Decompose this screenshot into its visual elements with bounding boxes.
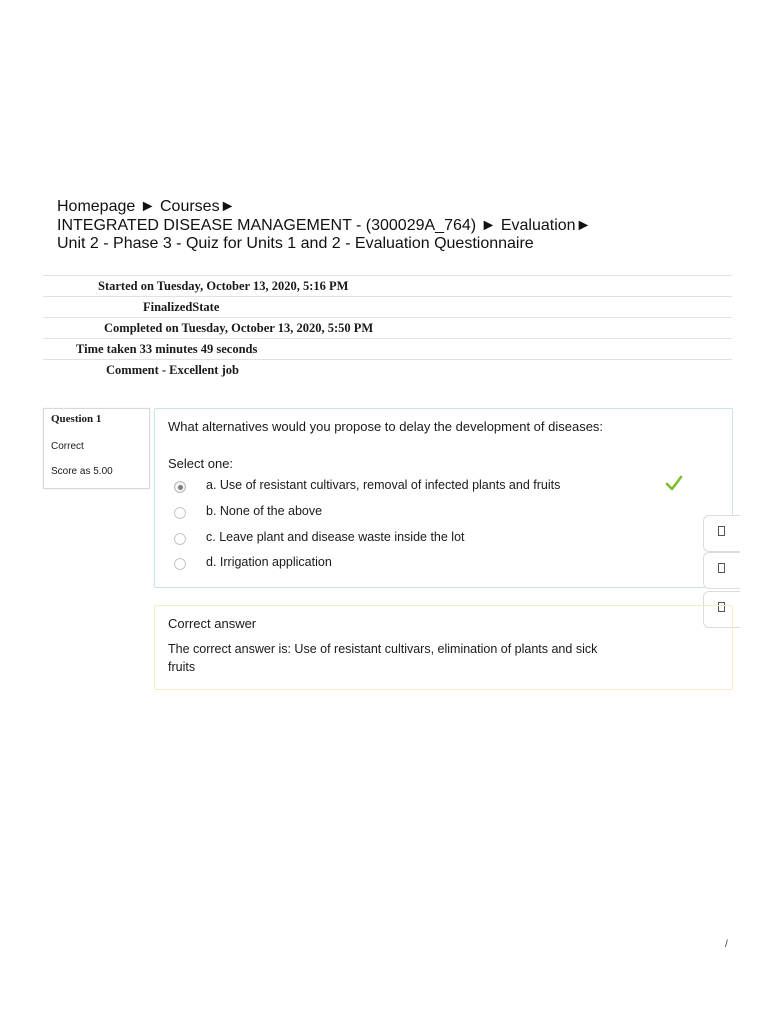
radio-button-selected[interactable] <box>174 481 186 493</box>
feedback-text: The correct answer is: Use of resistant cultivars, elimination of plants and sick fruits <box>168 642 598 674</box>
correct-answer-feedback <box>154 605 733 690</box>
radio-button[interactable] <box>174 507 186 519</box>
question-info-panel <box>43 408 150 489</box>
answer-option-label: b. None of the above <box>206 504 323 518</box>
question-text: What alternatives would you propose to delay the development of diseases: <box>168 419 604 434</box>
answer-option-c[interactable] <box>155 530 715 550</box>
answer-option-label: d. Irrigation application <box>206 555 332 569</box>
summary-row-state <box>43 297 732 318</box>
comment-text: Comment - Excellent job <box>106 363 239 377</box>
breadcrumb-line-quiz[interactable]: Unit 2 - Phase 3 - Quiz for Units 1 and 2 - Evaluation Questionnaire <box>57 235 534 252</box>
time-taken-text: Time taken 33 minutes 49 seconds <box>76 342 258 356</box>
question-score: Score as 5.00 <box>51 466 113 477</box>
radio-button[interactable] <box>174 558 186 570</box>
page-icon <box>718 526 725 536</box>
summary-row-comment <box>43 360 732 380</box>
state-text: FinalizedState <box>143 300 220 314</box>
question-number: Question 1 <box>51 413 102 425</box>
breadcrumb <box>57 198 591 254</box>
answer-option-a[interactable] <box>155 478 715 498</box>
feedback-title: Correct answer <box>168 616 257 631</box>
answer-option-d[interactable] <box>155 555 715 575</box>
breadcrumb-line-courses[interactable]: Homepage ► Courses► <box>57 198 236 215</box>
breadcrumb-line-course[interactable]: INTEGRATED DISEASE MANAGEMENT - (300029A_764) ► Evaluation► <box>57 216 592 234</box>
checkmark-icon <box>665 475 683 491</box>
side-nav-button-1[interactable] <box>703 515 740 552</box>
question-content-box <box>154 408 733 588</box>
select-one-label: Select one: <box>168 456 234 471</box>
side-nav-button-2[interactable] <box>703 552 740 589</box>
page-icon <box>718 563 725 573</box>
answer-option-label: c. Leave plant and disease waste inside the lot <box>206 530 465 544</box>
summary-row-time-taken <box>43 339 732 360</box>
summary-row-started <box>43 276 732 297</box>
started-text: Started on Tuesday, October 13, 2020, 5:16 PM <box>98 279 349 293</box>
page-mark: / <box>725 939 728 950</box>
attempt-summary-table <box>43 275 732 380</box>
completed-text: Completed on Tuesday, October 13, 2020, 5:50 PM <box>104 321 374 335</box>
question-state: Correct <box>51 441 84 452</box>
answer-option-b[interactable] <box>155 504 715 524</box>
summary-row-completed <box>43 318 732 339</box>
answer-option-label: a. Use of resistant cultivars, removal of infected plants and fruits <box>206 478 561 492</box>
radio-button[interactable] <box>174 533 186 545</box>
